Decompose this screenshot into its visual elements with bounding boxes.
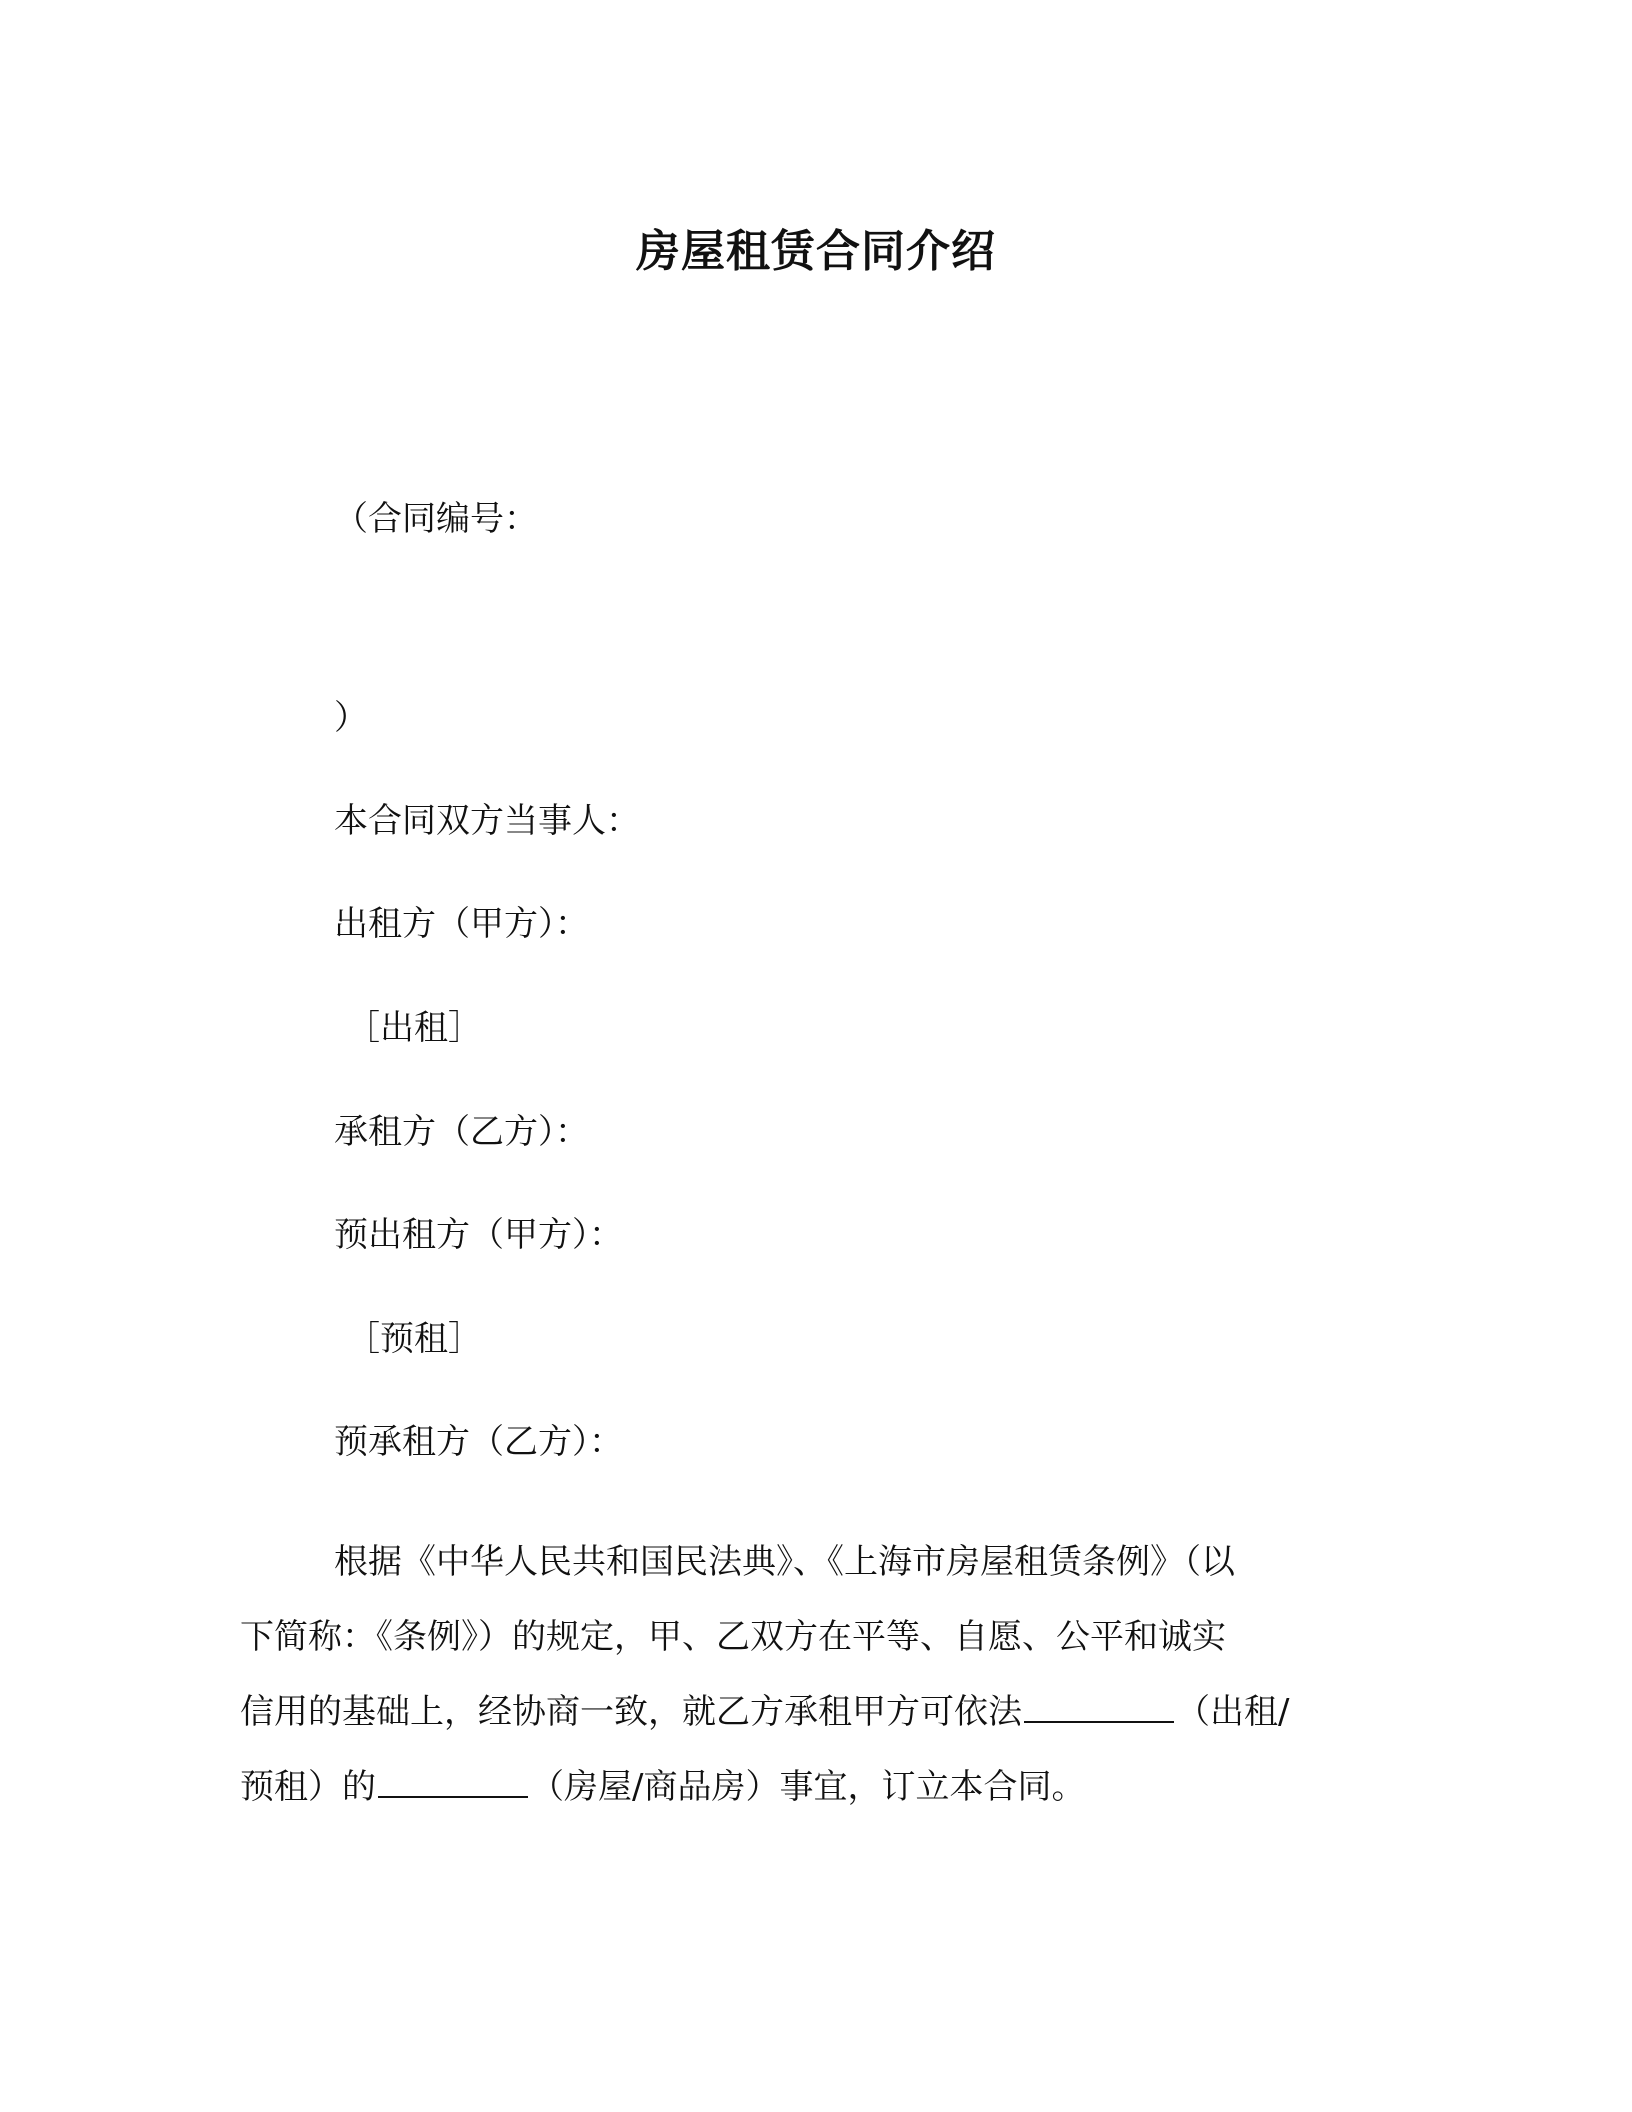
preamble-paragraph	[240, 1525, 1390, 1825]
paragraph-line: 根据《中华人民共和国民法典》、《上海市房屋租赁条例》（以	[334, 1542, 1235, 1582]
pre-lessor-label: 预出租方（甲方）：	[334, 1215, 623, 1255]
fill-in-blank[interactable]	[378, 1766, 528, 1798]
paragraph-line	[240, 1750, 1390, 1825]
pre-lease-section-tag: ［预租］	[346, 1319, 482, 1359]
contract-number-label: （合同编号：	[334, 499, 538, 539]
document-title: 房屋租赁合同介绍	[636, 226, 996, 277]
parties-heading: 本合同双方当事人：	[334, 801, 640, 841]
paragraph-text: 信用的基础上，经协商一致，就乙方承租甲方可依法	[240, 1692, 1022, 1732]
lessor-label: 出租方（甲方）：	[334, 904, 589, 944]
lessee-label: 承租方（乙方）：	[334, 1112, 589, 1152]
paragraph-line: 下简称：《条例》）的规定，甲、乙双方在平等、自愿、公平和诚实	[240, 1617, 1226, 1657]
paragraph-text: （房屋/商品房）事宜，订立本合同。	[530, 1767, 1086, 1807]
paragraph-text: （出租/	[1176, 1692, 1290, 1732]
paragraph-line	[240, 1675, 1390, 1750]
lease-section-tag: ［出租］	[346, 1008, 482, 1048]
pre-lessee-label: 预承租方（乙方）：	[334, 1422, 623, 1462]
paragraph-text: 预租）的	[240, 1767, 376, 1807]
contract-number-close: ）	[334, 698, 368, 738]
fill-in-blank[interactable]	[1024, 1691, 1174, 1723]
